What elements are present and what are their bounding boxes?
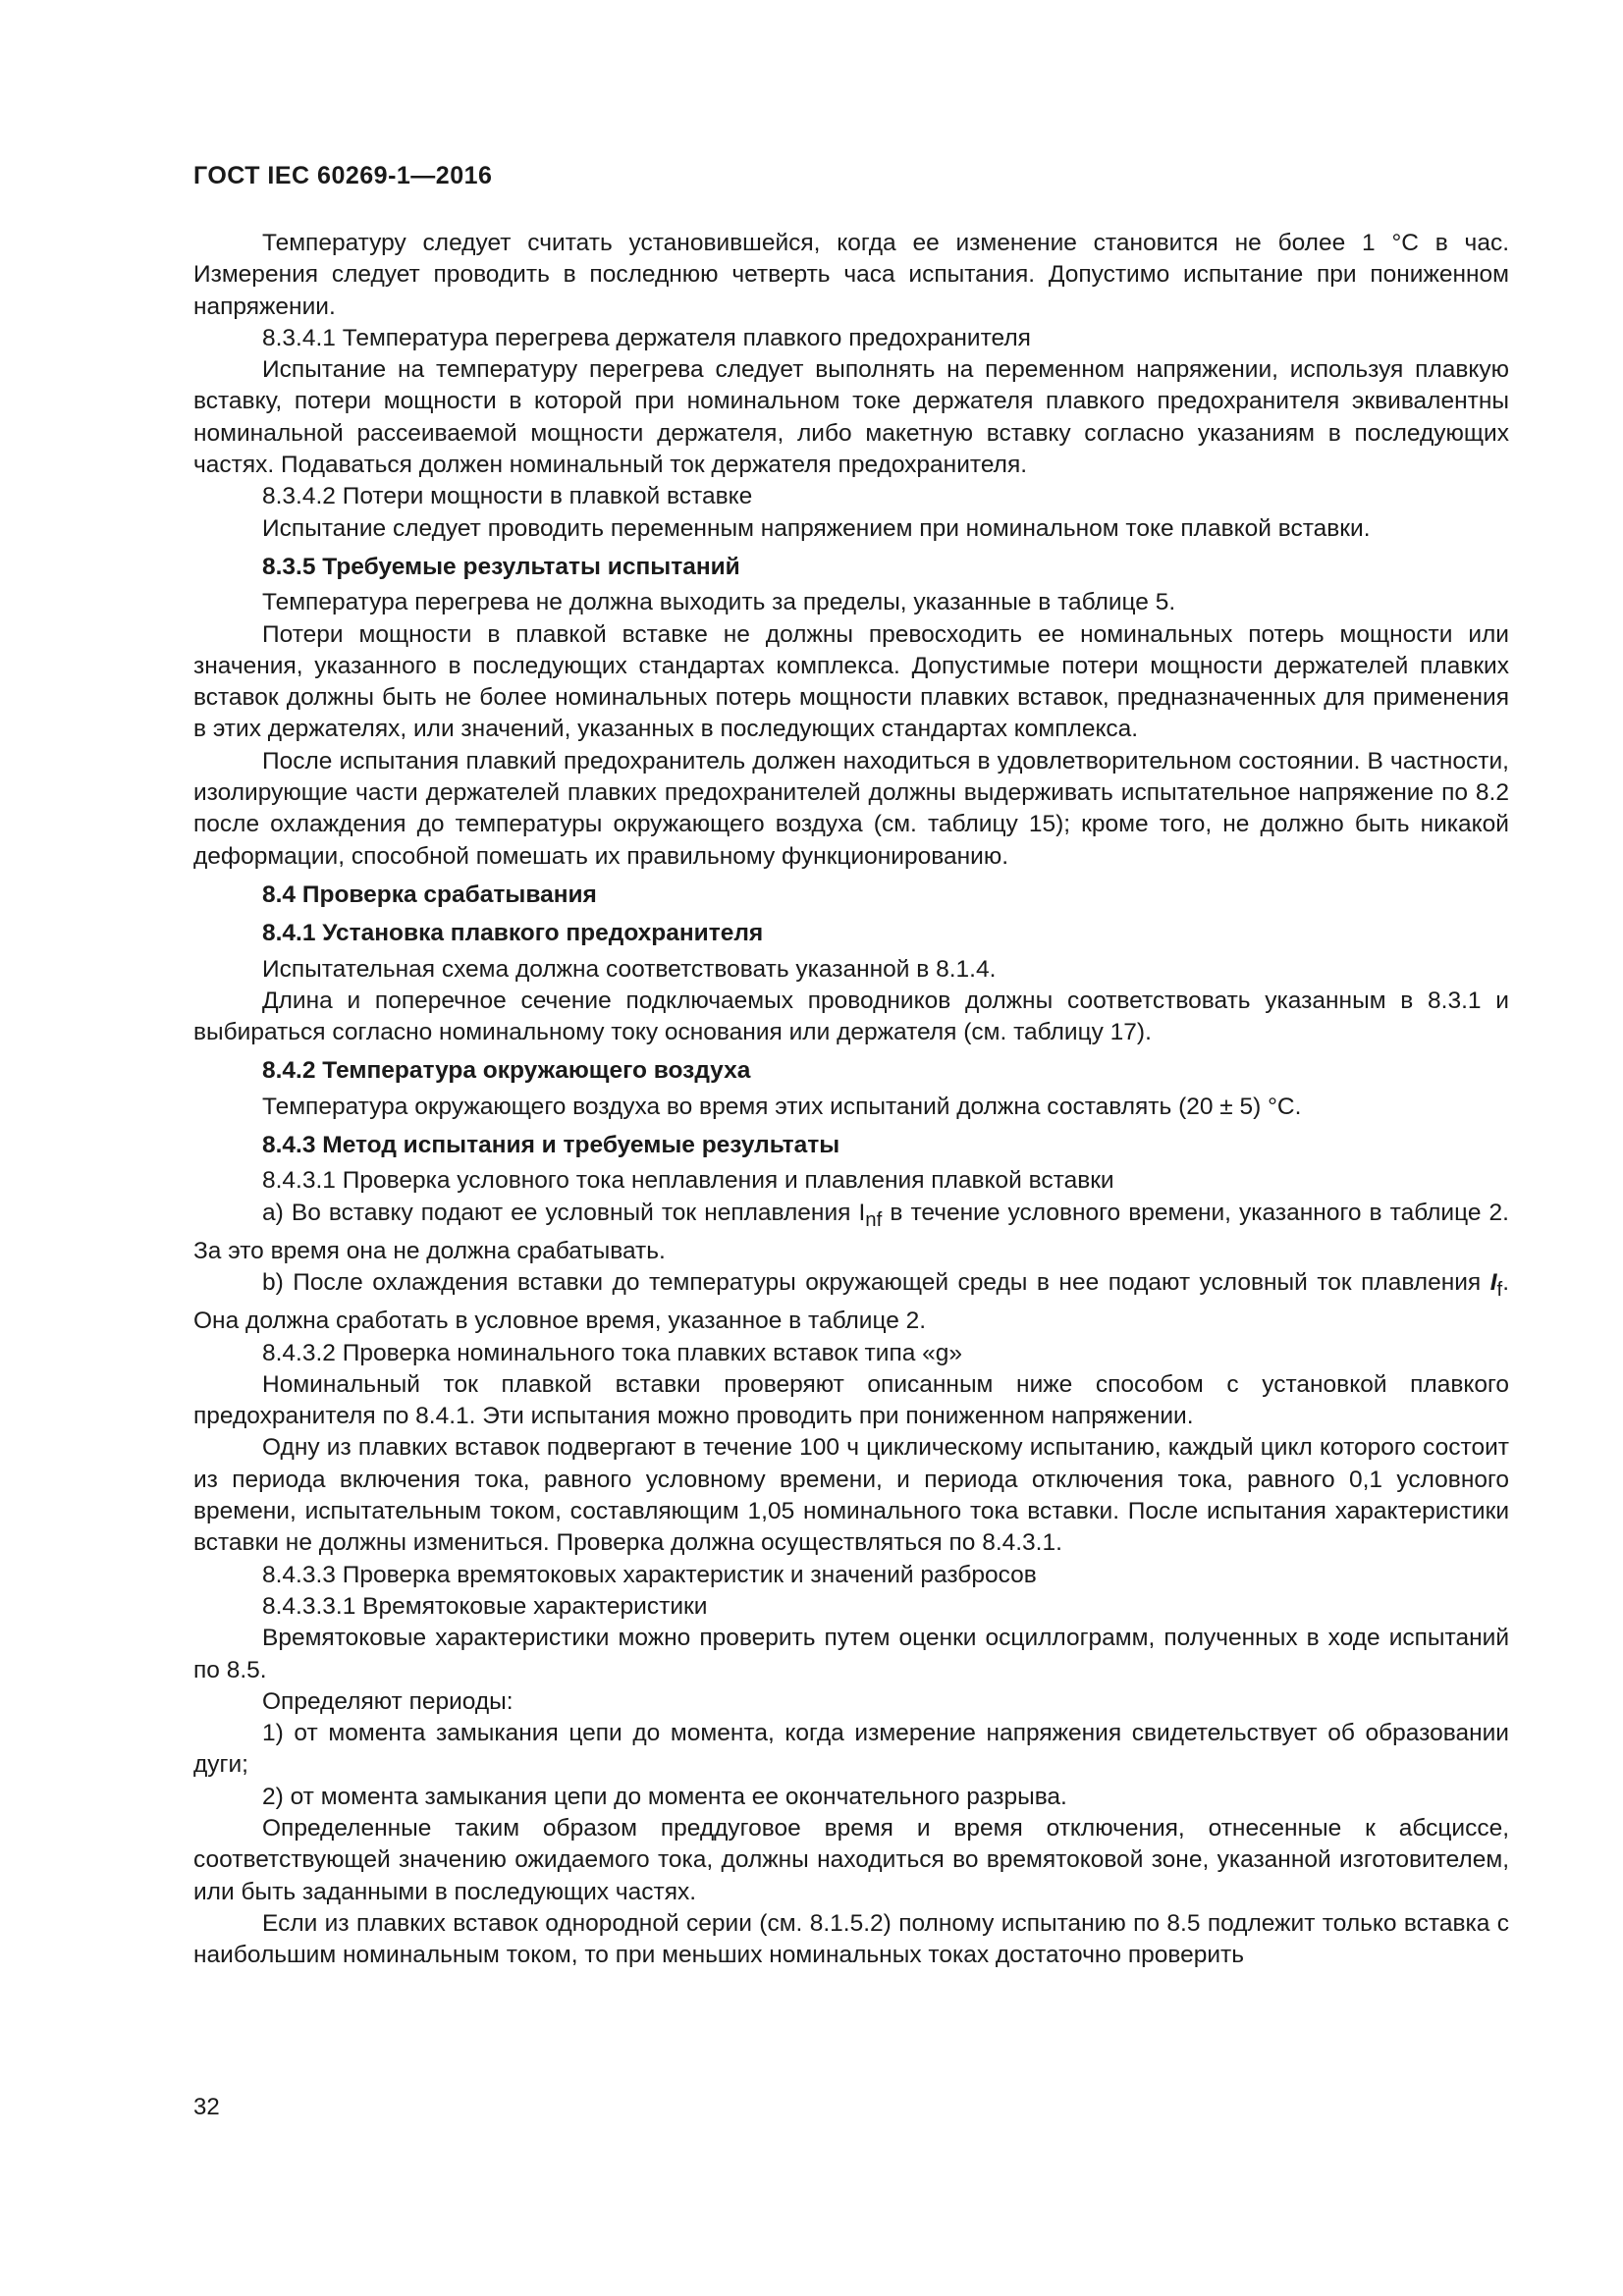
paragraph: Испытательная схема должна соответствовать указанной в 8.1.4.	[262, 955, 997, 983]
paragraph: Температуру следует считать установившейся, когда ее изменение становится не более 1 °С в час. Измерения следует проводить в последнюю четверть часа испытания. Допустимо испытание при пониженном напряжении.	[193, 230, 1509, 320]
section-heading: 8.3.5 Требуемые результаты испытаний	[262, 553, 740, 580]
section-heading: 8.4.3 Метод испытания и требуемые результаты	[262, 1132, 840, 1159]
symbol: I	[1489, 1269, 1497, 1297]
paragraph: Определяют периоды:	[262, 1687, 514, 1715]
clause-heading: 8.3.4.1 Температура перегрева держателя плавкого предохранителя	[262, 324, 1031, 351]
section-heading: 8.4.1 Установка плавкого предохранителя	[262, 920, 764, 947]
clause-heading: 8.4.3.2 Проверка номинального тока плавких вставок типа «g»	[262, 1339, 963, 1366]
text-run: a) Во вставку подают ее условный ток неплавления I	[262, 1199, 866, 1226]
clause-heading: 8.4.3.3 Проверка времятоковых характеристик и значений разбросов	[262, 1561, 1037, 1588]
subscript: f	[1496, 1278, 1503, 1301]
section-heading: 8.4 Проверка срабатывания	[262, 881, 597, 908]
paragraph: Длина и поперечное сечение подключаемых проводников должны соответствовать указанным в 8.3.1 и выбираться согласно номинальному току основания или держателя (см. таблицу 17).	[193, 987, 1509, 1046]
subscript: nf	[865, 1208, 883, 1231]
document-header: ГОСТ IEC 60269-1—2016	[193, 162, 493, 189]
document-body	[193, 228, 1509, 1972]
paragraph: Времятоковые характеристики можно проверить путем оценки осциллограмм, полученных в ходе испытаний по 8.5.	[193, 1625, 1509, 1683]
paragraph: Температура окружающего воздуха во время этих испытаний должна составлять (20 ± 5) °С.	[262, 1093, 1302, 1120]
page-number: 32	[193, 2094, 220, 2120]
paragraph: Испытание следует проводить переменным напряжением при номинальном токе плавкой вставки.	[262, 514, 1371, 542]
paragraph: Номинальный ток плавкой вставки проверяют описанным ниже способом с установкой плавкого предохранителя по 8.4.1. Эти испытания можно проводить при пониженном напряжении.	[193, 1370, 1509, 1430]
list-item: 2) от момента замыкания цепи до момента ее окончательного разрыва.	[262, 1783, 1067, 1810]
paragraph	[193, 1198, 1509, 1267]
paragraph: Если из плавких вставок однородной серии (см. 8.1.5.2) полному испытанию по 8.5 подлежит только вставка с наибольшим номинальным током, то при меньших номинальных токах достаточно проверить	[193, 1909, 1509, 1969]
paragraph: После испытания плавкий предохранитель должен находиться в удовлетворительном состоянии. В частности, изолирующие части держателей плавких предохранителей должны выдерживать испытательное напряжение по 8.2 после охлаждения до температуры окружающего воздуха (см. таблицу 15); кроме того, не должно быть никакой деформации, способной помешать их правильному функционированию.	[193, 747, 1509, 870]
clause-heading: 8.3.4.2 Потери мощности в плавкой вставке	[262, 483, 753, 510]
text-run: . Она должна сработать в условное время, указанное в таблице 2.	[193, 1269, 1509, 1335]
paragraph: Определенные таким образом преддуговое время и время отключения, отнесенные к абсциссе, соответствующей значению ожидаемого тока, должны находиться во времятоковой зоне, указанной изготовителем, или быть заданными в последующих частях.	[193, 1815, 1509, 1905]
clause-heading: 8.4.3.3.1 Времятоковые характеристики	[262, 1592, 708, 1620]
clause-heading: 8.4.3.1 Проверка условного тока неплавления и плавления плавкой вставки	[262, 1167, 1114, 1195]
text-run: b) После охлаждения вставки до температуры окружающей среды в нее подают условный ток плавления	[262, 1269, 1490, 1297]
paragraph: Температура перегрева не должна выходить за пределы, указанные в таблице 5.	[262, 589, 1176, 616]
paragraph: Испытание на температуру перегрева следует выполнять на переменном напряжении, используя плавкую вставку, потери мощности в которой при номинальном токе держателя плавкого предохранителя эквивалентны номинальной рассеиваемой мощности держателя, либо макетную вставку согласно указаниям в последующих частях. Подаваться должен номинальный ток держателя предохранителя.	[193, 356, 1509, 479]
list-item: 1) от момента замыкания цепи до момента, когда измерение напряжения свидетельствует об образовании дуги;	[193, 1720, 1509, 1779]
section-heading: 8.4.2 Температура окружающего воздуха	[262, 1057, 751, 1085]
paragraph: Потери мощности в плавкой вставке не должны превосходить ее номинальных потерь мощности или значения, указанного в последующих стандартах комплекса. Допустимые потери мощности держателей плавких вставок должны быть не более номинальных потерь мощности плавких вставок, предназначенных для применения в этих держателях, или значений, указанных в последующих стандартах комплекса.	[193, 620, 1509, 743]
text-run: в течение условного времени, указанного в таблице 2. За это время она не должна срабатывать.	[193, 1199, 1509, 1264]
paragraph: Одну из плавких вставок подвергают в течение 100 ч циклическому испытанию, каждый цикл которого состоит из периода включения тока, равного условному времени, и периода отключения тока, равного 0,1 условного времени, испытательным током, составляющим 1,05 номинального тока вставки. После испытания характеристики вставки не должны измениться. Проверка должна осуществляться по 8.4.3.1.	[193, 1434, 1509, 1557]
paragraph	[193, 1267, 1509, 1337]
